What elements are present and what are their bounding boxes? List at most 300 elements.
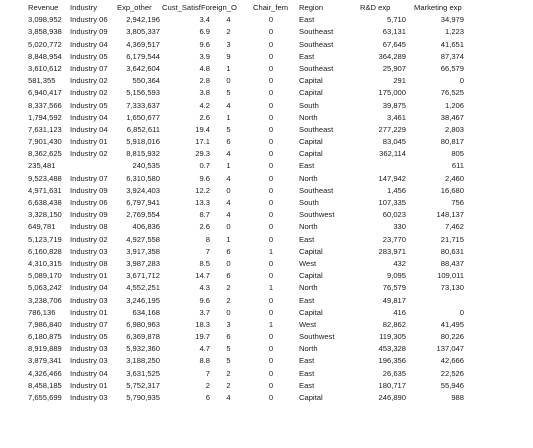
cell-rd-exp[interactable]: 330 [393, 222, 406, 232]
cell-exp-other[interactable]: 6,369,878 [126, 332, 160, 342]
cell-rd-exp[interactable]: 67,645 [382, 39, 406, 49]
cell-industry[interactable]: Industry 04 [70, 112, 108, 122]
cell-rd-exp[interactable]: 49,817 [382, 295, 406, 305]
cell-region[interactable]: Southeast [299, 63, 334, 73]
cell-region[interactable]: North [299, 344, 318, 354]
cell-region[interactable]: East [299, 356, 315, 366]
cell-foreign-o[interactable]: 0 [226, 76, 231, 86]
cell-exp-other[interactable]: 6,310,580 [126, 173, 160, 183]
table-row [0, 368, 533, 380]
cell-marketing-exp[interactable]: 756 [451, 198, 464, 207]
cell-revenue[interactable]: 3,328,150 [28, 210, 62, 220]
cell-chair-fem[interactable]: 0 [268, 185, 274, 195]
cell-cust-satisf[interactable]: 3.9 [199, 51, 210, 61]
cell-revenue[interactable]: 7,655,699 [28, 393, 62, 402]
cell-marketing-exp[interactable]: 7,462 [444, 222, 464, 232]
cell-chair-fem[interactable]: 0 [268, 137, 274, 147]
cell-foreign-o[interactable]: 4 [226, 100, 231, 110]
cell-industry[interactable]: Industry 01 [70, 307, 108, 317]
cell-industry[interactable]: Industry 01 [70, 137, 108, 147]
cell-cust-satisf[interactable]: 8.7 [199, 210, 210, 220]
cell-revenue[interactable]: 649,781 [28, 222, 56, 232]
cell-cust-satisf[interactable]: 3.7 [199, 307, 210, 317]
cell-rd-exp[interactable]: 432 [393, 258, 406, 268]
header-cell-region[interactable]: Region [299, 3, 324, 12]
cell-industry[interactable]: Industry 02 [70, 234, 108, 244]
cell-revenue[interactable]: 3,879,341 [28, 356, 62, 366]
cell-cust-satisf[interactable]: 19.4 [195, 124, 210, 134]
cell-cust-satisf[interactable]: 3.4 [199, 15, 210, 25]
cell-exp-other[interactable]: 5,752,317 [126, 380, 160, 390]
cell-industry[interactable]: Industry 04 [70, 39, 108, 49]
cell-marketing-exp[interactable]: 0 [459, 307, 464, 317]
cell-rd-exp[interactable]: 63,131 [382, 27, 406, 37]
cell-industry[interactable]: Industry 08 [70, 258, 108, 268]
cell-industry[interactable]: Industry 03 [70, 246, 108, 256]
cell-cust-satisf[interactable]: 7 [205, 246, 210, 256]
cell-chair-fem[interactable]: 0 [268, 76, 274, 86]
cell-chair-fem[interactable]: 0 [268, 173, 274, 183]
cell-foreign-o[interactable]: 3 [226, 39, 231, 49]
cell-foreign-o[interactable]: 6 [226, 137, 231, 147]
cell-exp-other[interactable]: 6,852,611 [126, 124, 160, 134]
cell-exp-other[interactable]: 2,942,196 [126, 15, 160, 25]
cell-region[interactable]: Capital [299, 88, 323, 98]
cell-chair-fem[interactable]: 0 [268, 124, 274, 134]
cell-industry[interactable]: Industry 09 [70, 27, 108, 37]
cell-cust-satisf[interactable]: 2.6 [199, 112, 210, 122]
cell-exp-other[interactable]: 550,364 [132, 76, 160, 86]
cell-rd-exp[interactable]: 26,635 [382, 368, 406, 378]
cell-marketing-exp[interactable]: 42,666 [440, 356, 464, 366]
cell-exp-other[interactable]: 3,987,283 [126, 258, 160, 268]
cell-chair-fem[interactable]: 0 [268, 393, 274, 402]
cell-marketing-exp[interactable]: 41,651 [440, 39, 464, 49]
header-cell-rd-exp[interactable]: R&D exp [360, 3, 391, 12]
cell-exp-other[interactable]: 3,188,250 [126, 356, 160, 366]
cell-revenue[interactable]: 8,337,566 [28, 100, 62, 110]
cell-revenue[interactable]: 6,160,828 [28, 246, 62, 256]
cell-chair-fem[interactable]: 0 [268, 332, 274, 342]
cell-cust-satisf[interactable]: 0.7 [199, 161, 210, 171]
cell-cust-satisf[interactable]: 6 [205, 393, 210, 402]
cell-revenue[interactable]: 4,971,631 [28, 185, 62, 195]
cell-chair-fem[interactable]: 0 [268, 307, 274, 317]
cell-marketing-exp[interactable]: 16,680 [440, 185, 464, 195]
cell-foreign-o[interactable]: 1 [226, 112, 231, 122]
cell-industry[interactable]: Industry 07 [70, 173, 108, 183]
cell-industry[interactable]: Industry 07 [70, 63, 108, 73]
cell-exp-other[interactable]: 4,369,517 [126, 39, 160, 49]
cell-exp-other[interactable]: 4,552,251 [126, 283, 160, 293]
cell-marketing-exp[interactable]: 2,803 [444, 124, 464, 134]
cell-exp-other[interactable]: 634,168 [132, 307, 160, 317]
cell-chair-fem[interactable]: 0 [268, 112, 274, 122]
cell-rd-exp[interactable]: 175,000 [378, 88, 406, 98]
cell-region[interactable]: Capital [299, 137, 323, 147]
cell-foreign-o[interactable]: 9 [226, 51, 231, 61]
cell-chair-fem[interactable]: 0 [268, 198, 274, 207]
header-cell-foreign-o[interactable]: Foreign_O [201, 3, 237, 12]
cell-exp-other[interactable]: 6,980,963 [126, 319, 160, 329]
table-row [0, 282, 533, 294]
cell-revenue[interactable]: 3,098,952 [28, 15, 62, 25]
cell-exp-other[interactable]: 6,797,941 [126, 198, 160, 207]
cell-industry[interactable]: Industry 04 [70, 124, 108, 134]
cell-revenue[interactable]: 7,986,840 [28, 319, 62, 329]
cell-marketing-exp[interactable]: 38,467 [440, 112, 464, 122]
header-cell-exp-other[interactable]: Exp_other [117, 3, 152, 12]
cell-chair-fem[interactable]: 0 [268, 27, 274, 37]
cell-rd-exp[interactable]: 362,114 [379, 149, 406, 159]
cell-region[interactable]: West [299, 258, 317, 268]
cell-region[interactable]: East [299, 295, 315, 305]
cell-foreign-o[interactable]: 0 [226, 258, 231, 268]
cell-industry[interactable]: Industry 05 [70, 51, 108, 61]
cell-revenue[interactable]: 3,610,612 [28, 63, 62, 73]
cell-cust-satisf[interactable]: 17.1 [195, 137, 210, 147]
cell-marketing-exp[interactable]: 34,979 [440, 15, 464, 25]
cell-foreign-o[interactable]: 4 [226, 173, 231, 183]
cell-foreign-o[interactable]: 6 [226, 332, 231, 342]
cell-foreign-o[interactable]: 5 [226, 356, 231, 366]
cell-industry[interactable]: Industry 04 [70, 368, 108, 378]
cell-exp-other[interactable]: 5,932,360 [126, 344, 160, 354]
cell-rd-exp[interactable]: 39,875 [382, 100, 406, 110]
cell-cust-satisf[interactable]: 8.8 [199, 356, 210, 366]
cell-region[interactable]: South [299, 198, 319, 207]
cell-chair-fem[interactable]: 0 [268, 368, 274, 378]
cell-region[interactable]: South [299, 100, 319, 110]
cell-foreign-o[interactable]: 4 [226, 149, 231, 159]
cell-marketing-exp[interactable]: 1,223 [444, 27, 464, 37]
cell-exp-other[interactable]: 2,769,554 [126, 210, 160, 220]
cell-cust-satisf[interactable]: 8 [205, 234, 210, 244]
header-cell-marketing-exp[interactable]: Marketing exp [414, 3, 462, 12]
table-row [0, 246, 533, 258]
cell-revenue[interactable]: 5,063,242 [28, 283, 62, 293]
cell-region[interactable]: Capital [299, 149, 323, 159]
cell-rd-exp[interactable]: 416 [393, 307, 406, 317]
cell-foreign-o[interactable]: 4 [226, 198, 231, 207]
cell-cust-satisf[interactable]: 13.3 [195, 198, 210, 207]
cell-region[interactable]: Capital [299, 271, 323, 281]
cell-chair-fem[interactable]: 1 [268, 246, 274, 256]
cell-chair-fem[interactable]: 0 [268, 234, 274, 244]
cell-foreign-o[interactable]: 1 [226, 63, 231, 73]
cell-chair-fem[interactable]: 0 [268, 258, 274, 268]
cell-rd-exp[interactable]: 76,579 [382, 283, 406, 293]
cell-cust-satisf[interactable]: 19.7 [195, 332, 210, 342]
cell-industry[interactable]: Industry 02 [70, 88, 108, 98]
cell-region[interactable]: Southeast [299, 124, 334, 134]
cell-cust-satisf[interactable]: 4.7 [199, 344, 210, 354]
cell-region[interactable]: East [299, 368, 315, 378]
cell-region[interactable]: Southwest [299, 210, 335, 220]
cell-region[interactable]: East [299, 380, 315, 390]
cell-foreign-o[interactable]: 4 [226, 393, 231, 402]
cell-exp-other[interactable]: 5,156,593 [126, 88, 160, 98]
cell-rd-exp[interactable]: 283,971 [378, 246, 406, 256]
cell-marketing-exp[interactable]: 76,525 [440, 88, 464, 98]
cell-region[interactable]: Southeast [299, 39, 334, 49]
cell-cust-satisf[interactable]: 6.9 [199, 27, 210, 37]
cell-rd-exp[interactable]: 246,890 [378, 393, 406, 402]
cell-foreign-o[interactable]: 5 [226, 88, 231, 98]
cell-marketing-exp[interactable]: 137,047 [436, 344, 464, 354]
cell-rd-exp[interactable]: 23,770 [382, 234, 406, 244]
cell-chair-fem[interactable]: 0 [268, 161, 274, 171]
cell-industry[interactable]: Industry 02 [70, 76, 108, 86]
cell-chair-fem[interactable]: 0 [268, 210, 274, 220]
cell-foreign-o[interactable]: 0 [226, 222, 231, 232]
cell-foreign-o[interactable]: 2 [226, 295, 231, 305]
cell-region[interactable]: North [299, 283, 318, 293]
cell-marketing-exp[interactable]: 988 [451, 393, 464, 402]
cell-revenue[interactable]: 1,794,592 [28, 112, 62, 122]
cell-exp-other[interactable]: 240,535 [132, 161, 160, 171]
cell-exp-other[interactable]: 7,333,637 [126, 100, 160, 110]
cell-marketing-exp[interactable]: 2,460 [444, 173, 464, 183]
cell-revenue[interactable]: 8,458,185 [28, 380, 62, 390]
cell-cust-satisf[interactable]: 4.3 [199, 283, 210, 293]
cell-chair-fem[interactable]: 1 [268, 319, 274, 329]
cell-chair-fem[interactable]: 0 [268, 356, 274, 366]
cell-industry[interactable]: Industry 09 [70, 185, 108, 195]
cell-rd-exp[interactable]: 60,023 [382, 210, 406, 220]
cell-marketing-exp[interactable]: 148,137 [436, 210, 464, 220]
cell-rd-exp[interactable]: 119,305 [379, 332, 406, 342]
cell-exp-other[interactable]: 1,650,677 [126, 112, 160, 122]
table-row [0, 87, 533, 99]
cell-region[interactable]: West [299, 319, 317, 329]
cell-rd-exp[interactable]: 107,335 [378, 198, 406, 207]
cell-foreign-o[interactable]: 3 [226, 319, 231, 329]
cell-chair-fem[interactable]: 1 [268, 283, 274, 293]
cell-industry[interactable]: Industry 08 [70, 222, 108, 232]
cell-chair-fem[interactable]: 0 [268, 344, 274, 354]
cell-revenue[interactable]: 7,901,430 [28, 137, 62, 147]
cell-industry[interactable]: Industry 03 [70, 295, 108, 305]
cell-rd-exp[interactable]: 82,862 [382, 319, 406, 329]
cell-rd-exp[interactable]: 1,456 [386, 185, 406, 195]
cell-rd-exp[interactable]: 3,461 [386, 112, 406, 122]
cell-industry[interactable]: Industry 05 [70, 100, 108, 110]
cell-chair-fem[interactable]: 0 [268, 39, 274, 49]
cell-foreign-o[interactable]: 5 [226, 344, 231, 354]
cell-chair-fem[interactable]: 0 [268, 15, 274, 25]
cell-revenue[interactable]: 6,940,417 [28, 88, 62, 98]
cell-exp-other[interactable]: 3,924,403 [126, 185, 160, 195]
cell-marketing-exp[interactable]: 73,130 [440, 283, 464, 293]
cell-exp-other[interactable]: 3,917,358 [126, 246, 160, 256]
cell-industry[interactable]: Industry 03 [70, 356, 108, 366]
header-cell-industry[interactable]: Industry [70, 3, 98, 12]
cell-exp-other[interactable]: 6,179,544 [126, 51, 160, 61]
cell-foreign-o[interactable]: 6 [226, 271, 231, 281]
cell-exp-other[interactable]: 5,790,935 [126, 393, 160, 402]
cell-revenue[interactable]: 4,310,315 [28, 258, 62, 268]
header-cell-chair-fem[interactable]: Chair_fem [253, 3, 289, 12]
cell-cust-satisf[interactable]: 7 [205, 368, 210, 378]
cell-revenue[interactable]: 581,355 [28, 76, 56, 86]
cell-industry[interactable]: Industry 01 [70, 271, 108, 281]
cell-revenue[interactable]: 8,848,954 [28, 51, 62, 61]
cell-region[interactable]: North [299, 222, 318, 232]
cell-exp-other[interactable]: 5,918,016 [126, 137, 160, 147]
cell-industry[interactable]: Industry 06 [70, 15, 108, 25]
cell-rd-exp[interactable]: 5,710 [386, 15, 406, 25]
cell-revenue[interactable]: 786,136 [28, 307, 56, 317]
cell-cust-satisf[interactable]: 29.3 [195, 149, 210, 159]
cell-industry[interactable]: Industry 04 [70, 283, 108, 293]
cell-rd-exp[interactable]: 196,356 [378, 356, 406, 366]
cell-revenue[interactable]: 6,180,875 [28, 332, 62, 342]
cell-region[interactable]: East [299, 15, 315, 25]
cell-marketing-exp[interactable]: 1,206 [444, 100, 464, 110]
cell-rd-exp[interactable]: 83,045 [382, 137, 406, 147]
cell-cust-satisf[interactable]: 18.3 [195, 319, 210, 329]
cell-foreign-o[interactable]: 2 [226, 368, 231, 378]
cell-cust-satisf[interactable]: 9.6 [199, 295, 210, 305]
cell-exp-other[interactable]: 406,836 [132, 222, 160, 232]
cell-exp-other[interactable]: 3,631,525 [126, 368, 160, 378]
cell-region[interactable]: East [299, 161, 315, 171]
cell-revenue[interactable]: 9,523,488 [28, 173, 62, 183]
cell-foreign-o[interactable]: 1 [226, 161, 231, 171]
cell-revenue[interactable]: 8,919,889 [28, 344, 62, 354]
header-cell-cust-satisf[interactable]: Cust_Satisf [162, 3, 201, 12]
header-cell-revenue[interactable]: Revenue [28, 3, 59, 12]
cell-cust-satisf[interactable]: 9.6 [199, 173, 210, 183]
cell-revenue[interactable]: 5,089,170 [28, 271, 62, 281]
cell-industry[interactable]: Industry 02 [70, 149, 108, 159]
cell-chair-fem[interactable]: 0 [268, 149, 274, 159]
cell-marketing-exp[interactable]: 109,011 [437, 271, 464, 281]
cell-marketing-exp[interactable]: 80,631 [440, 246, 464, 256]
cell-marketing-exp[interactable]: 88,437 [440, 258, 464, 268]
cell-exp-other[interactable]: 3,671,712 [126, 271, 160, 281]
cell-cust-satisf[interactable]: 4.2 [199, 100, 210, 110]
cell-revenue[interactable]: 8,362,625 [28, 149, 62, 159]
cell-region[interactable]: North [299, 112, 318, 122]
cell-region[interactable]: Capital [299, 393, 323, 402]
cell-chair-fem[interactable]: 0 [268, 63, 274, 73]
cell-revenue[interactable]: 7,631,123 [28, 124, 62, 134]
cell-region[interactable]: Capital [299, 76, 323, 86]
cell-exp-other[interactable]: 4,927,558 [126, 234, 160, 244]
cell-region[interactable]: East [299, 234, 315, 244]
cell-rd-exp[interactable]: 291 [393, 76, 406, 86]
cell-marketing-exp[interactable]: 611 [451, 161, 464, 171]
cell-region[interactable]: Capital [299, 246, 323, 256]
cell-foreign-o[interactable]: 4 [226, 15, 231, 25]
cell-marketing-exp[interactable]: 80,226 [440, 332, 464, 342]
cell-chair-fem[interactable]: 0 [268, 380, 274, 390]
cell-cust-satisf[interactable]: 3.8 [199, 88, 210, 98]
cell-region[interactable]: Southeast [299, 185, 334, 195]
cell-foreign-o[interactable]: 4 [226, 210, 231, 220]
cell-marketing-exp[interactable]: 87,374 [440, 51, 464, 61]
cell-marketing-exp[interactable]: 66,579 [440, 63, 464, 73]
cell-industry[interactable]: Industry 05 [70, 332, 108, 342]
cell-rd-exp[interactable]: 147,942 [378, 173, 406, 183]
cell-foreign-o[interactable]: 0 [226, 185, 231, 195]
cell-cust-satisf[interactable]: 12.2 [195, 185, 210, 195]
cell-revenue[interactable]: 3,858,938 [28, 27, 62, 37]
cell-cust-satisf[interactable]: 4.8 [199, 63, 210, 73]
cell-industry[interactable]: Industry 03 [70, 393, 108, 402]
cell-region[interactable]: Southeast [299, 27, 334, 37]
cell-revenue[interactable]: 4,326,466 [28, 368, 62, 378]
cell-revenue[interactable]: 5,020,772 [28, 39, 62, 49]
cell-region[interactable]: North [299, 173, 318, 183]
cell-foreign-o[interactable]: 2 [226, 380, 231, 390]
cell-chair-fem[interactable]: 0 [268, 295, 274, 305]
cell-region[interactable]: East [299, 51, 315, 61]
cell-chair-fem[interactable]: 0 [268, 222, 274, 232]
cell-cust-satisf[interactable]: 14.7 [195, 271, 210, 281]
cell-foreign-o[interactable]: 5 [226, 124, 231, 134]
cell-marketing-exp[interactable]: 55,946 [440, 380, 464, 390]
cell-exp-other[interactable]: 3,642,604 [126, 63, 160, 73]
cell-exp-other[interactable]: 8,815,932 [126, 149, 160, 159]
cell-industry[interactable]: Industry 09 [70, 210, 108, 220]
cell-foreign-o[interactable]: 6 [226, 246, 231, 256]
cell-chair-fem[interactable]: 0 [268, 100, 274, 110]
cell-chair-fem[interactable]: 0 [268, 271, 274, 281]
cell-exp-other[interactable]: 3,805,337 [126, 27, 160, 37]
cell-rd-exp[interactable]: 180,717 [378, 380, 406, 390]
cell-cust-satisf[interactable]: 8.5 [199, 258, 210, 268]
cell-industry[interactable]: Industry 07 [70, 319, 108, 329]
cell-rd-exp[interactable]: 277,229 [378, 124, 406, 134]
cell-revenue[interactable]: 235,481 [28, 161, 56, 171]
cell-industry[interactable]: Industry 06 [70, 198, 108, 207]
cell-industry[interactable]: Industry 03 [70, 344, 108, 354]
table-row [0, 173, 533, 185]
cell-industry[interactable]: Industry 01 [70, 380, 108, 390]
cell-rd-exp[interactable]: 364,289 [378, 51, 406, 61]
cell-cust-satisf[interactable]: 2.8 [199, 76, 210, 86]
cell-chair-fem[interactable]: 0 [268, 51, 274, 61]
cell-foreign-o[interactable]: 2 [226, 283, 231, 293]
cell-foreign-o[interactable]: 2 [226, 27, 231, 37]
cell-chair-fem[interactable]: 0 [268, 88, 274, 98]
cell-revenue[interactable]: 3,238,706 [28, 295, 62, 305]
cell-rd-exp[interactable]: 453,328 [378, 344, 406, 354]
cell-marketing-exp[interactable]: 21,715 [440, 234, 464, 244]
table-row [0, 319, 533, 331]
cell-marketing-exp[interactable]: 41,495 [440, 319, 464, 329]
cell-revenue[interactable]: 6,638,438 [28, 198, 62, 207]
cell-marketing-exp[interactable]: 22,526 [440, 368, 464, 378]
cell-cust-satisf[interactable]: 2 [205, 380, 210, 390]
cell-marketing-exp[interactable]: 0 [459, 76, 464, 86]
cell-rd-exp[interactable]: 9,095 [386, 271, 406, 281]
cell-marketing-exp[interactable]: 80,817 [440, 137, 464, 147]
cell-rd-exp[interactable]: 25,907 [382, 63, 406, 73]
cell-region[interactable]: Capital [299, 307, 323, 317]
cell-foreign-o[interactable]: 1 [226, 234, 231, 244]
cell-cust-satisf[interactable]: 2.6 [199, 222, 210, 232]
cell-marketing-exp[interactable]: 805 [451, 149, 464, 159]
cell-region[interactable]: Southwest [299, 332, 335, 342]
cell-exp-other[interactable]: 3,246,195 [126, 295, 160, 305]
cell-foreign-o[interactable]: 0 [226, 307, 231, 317]
cell-revenue[interactable]: 5,123,719 [28, 234, 62, 244]
cell-cust-satisf[interactable]: 9.6 [199, 39, 210, 49]
